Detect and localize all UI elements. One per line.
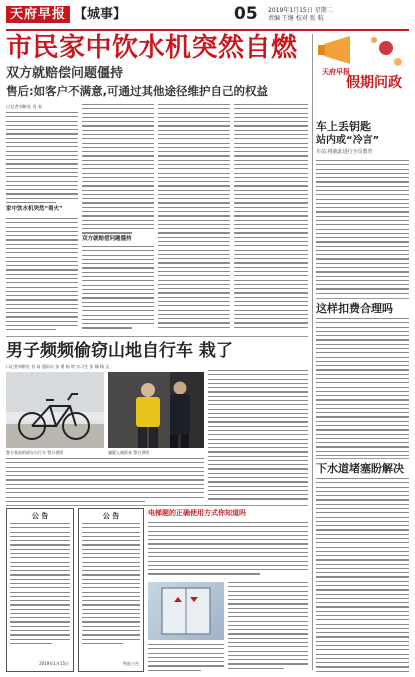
story1-deck: 车站:将就此进行全员教育 (316, 149, 373, 155)
elevator-icon (148, 582, 224, 640)
elevator-article-bottom (148, 644, 224, 672)
banner-title: 假期问政 (346, 75, 402, 91)
story3-title: 下水道堵塞盼解决 (316, 462, 404, 475)
lead-body-col1-bottom (6, 218, 78, 330)
notices-top-rule (6, 505, 308, 506)
story1-sub: 站内或“冷言” (316, 135, 380, 146)
bike-body-col2 (208, 370, 308, 502)
notice-2-body (82, 523, 140, 647)
story2-rule (316, 298, 409, 299)
lead-deck: 售后:如客户不满意,可通过其他途径维护自己的权益 (6, 84, 268, 98)
newspaper-logo: 天府早报 (6, 6, 70, 23)
suspect-illustration (108, 372, 204, 448)
story1-body (316, 160, 409, 296)
elevator-article-body (148, 522, 308, 578)
elevator-article-title: 电梯题的正确使用方式你知道吗 (148, 509, 246, 517)
notice-box-2 (78, 508, 144, 672)
lead-crosshead-2: 双方就赔偿问题僵持 (82, 236, 132, 242)
page-number: 05 (234, 4, 258, 24)
story3-rule (316, 458, 409, 459)
issue-date: 2019年1月15日 星期二 (268, 7, 333, 14)
notice-1-signoff: 2019年1月15日 (39, 661, 69, 666)
question-banner (316, 34, 410, 116)
masthead (6, 4, 409, 28)
elevator-article-image (148, 582, 224, 640)
notice-1-body (10, 523, 70, 647)
story3-body (316, 478, 409, 672)
masthead-rule (6, 29, 409, 31)
suspect-caption: 嫌疑人被抓获 警方供图 (108, 450, 150, 455)
lead-body-col2-bottom (82, 246, 154, 330)
bike-headline: 男子频频偷窃山地自行车 栽了 (6, 341, 233, 361)
story2-body (316, 318, 409, 456)
story2-title: 这样扣费合理吗 (316, 302, 393, 315)
lead-body-col1-top (6, 112, 78, 204)
bike-body-col1 (6, 458, 204, 502)
editors-line: 责编 王继 校对 张 航 (268, 15, 324, 22)
lead-body-col3 (158, 104, 230, 330)
lead-body-col2 (82, 104, 154, 234)
bike-byline: 口记者刘彬宏 肖 易 通讯员 张 勇 杨 明 实习生 张 楠 杨 文 (6, 364, 110, 369)
notice-2-signoff: 特此公告 (123, 661, 139, 666)
lead-byline: 口记者刘彬宏 肖 易 (6, 104, 43, 109)
notice-1-title: 公 告 (31, 512, 49, 520)
bicycles-caption: 警方查扣的部分自行车 警方供图 (6, 450, 64, 455)
bicycles-photo (6, 372, 104, 448)
column-divider (312, 34, 313, 670)
lead-body-col4 (234, 104, 308, 330)
bike-top-rule (6, 336, 308, 337)
suspect-photo (108, 372, 204, 448)
elevator-article-side (228, 582, 308, 670)
notice-box-1 (6, 508, 74, 672)
banner-sub: 天府早报 (322, 68, 350, 76)
story1-title: 车上丢钥匙 (316, 120, 371, 133)
lead-crosshead: 家中饮水机突然“着火” (6, 206, 63, 212)
notice-2-title: 公 告 (102, 512, 120, 520)
section-label: 【城事】 (74, 7, 127, 22)
lead-headline: 市民家中饮水机突然自燃 (6, 33, 298, 63)
bicycle-illustration (6, 372, 104, 448)
lead-subhead: 双方就赔偿问题僵持 (6, 66, 124, 81)
